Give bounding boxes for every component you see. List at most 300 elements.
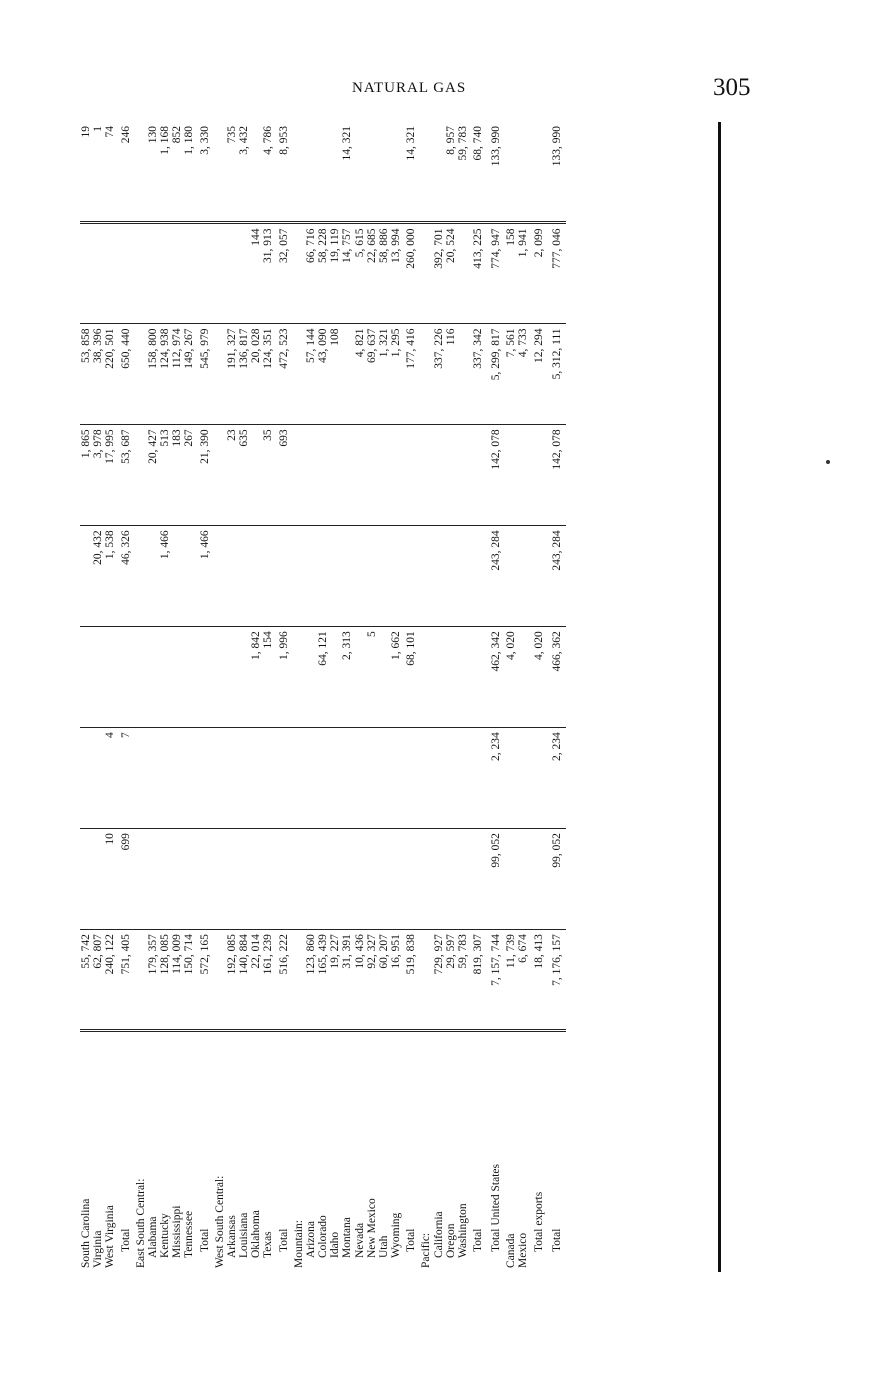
cell-value <box>262 829 274 930</box>
cell-value <box>354 425 366 526</box>
cell-value <box>329 728 341 829</box>
cell-value <box>469 425 487 526</box>
cell-value: 19, 227 <box>329 930 341 1031</box>
cell-value <box>390 829 402 930</box>
cell-value <box>80 728 92 829</box>
cell-value <box>433 829 445 930</box>
cell-value: 572, 165 <box>196 930 214 1031</box>
cell-value <box>214 627 226 728</box>
total-row <box>530 122 548 1272</box>
cell-value: 337, 226 <box>433 324 445 425</box>
cell-value <box>390 122 402 223</box>
cell-value <box>80 526 92 627</box>
cell-value <box>250 728 262 829</box>
table-row <box>80 122 92 1272</box>
cell-value: 55, 742 <box>80 930 92 1031</box>
row-label: New Mexico <box>365 1198 378 1258</box>
cell-value: 819, 307 <box>469 930 487 1031</box>
cell-value <box>378 829 390 930</box>
row-label: Colorado <box>317 1215 330 1258</box>
cell-value: 5, 299, 817 <box>487 324 505 425</box>
table-row <box>420 122 432 1272</box>
cell-value <box>445 829 457 930</box>
cell-value: 10, 436 <box>354 930 366 1031</box>
cell-value <box>80 627 92 728</box>
cell-value <box>341 425 353 526</box>
cell-value <box>135 425 147 526</box>
cell-value <box>305 728 317 829</box>
cell-value: 66, 716 <box>305 223 317 324</box>
cell-value: 18, 413 <box>530 930 548 1031</box>
cell-value <box>445 425 457 526</box>
row-label: Wyoming <box>390 1212 403 1258</box>
cell-value: 133, 990 <box>487 122 505 223</box>
cell-value: 392, 701 <box>433 223 445 324</box>
table-row <box>104 122 116 1272</box>
row-label: Arizona <box>304 1220 317 1258</box>
cell-value: 59, 783 <box>457 930 469 1031</box>
cell-value: 8, 957 <box>445 122 457 223</box>
cell-value <box>402 728 420 829</box>
cell-value <box>147 728 159 829</box>
cell-value <box>147 526 159 627</box>
cell-value: 149, 267 <box>183 324 195 425</box>
cell-value: 1, 865 <box>80 425 92 526</box>
row-label: Mountain: <box>292 1220 305 1268</box>
table-row <box>183 122 195 1272</box>
cell-value <box>420 122 432 223</box>
table-row <box>262 122 274 1272</box>
cell-value <box>226 223 238 324</box>
cell-value: 2, 099 <box>530 223 548 324</box>
cell-value <box>505 728 517 829</box>
cell-value <box>275 728 293 829</box>
table-row <box>366 122 378 1272</box>
cell-value <box>275 526 293 627</box>
cell-value: 1, 538 <box>104 526 116 627</box>
cell-value <box>183 526 195 627</box>
cell-value: 191, 327 <box>226 324 238 425</box>
cell-value <box>293 728 305 829</box>
cell-value <box>378 627 390 728</box>
cell-value: 246 <box>117 122 135 223</box>
cell-value <box>341 829 353 930</box>
cell-value: 53, 858 <box>80 324 92 425</box>
table-row <box>92 122 104 1272</box>
cell-value: 7, 176, 157 <box>548 930 566 1031</box>
cell-value <box>214 223 226 324</box>
cell-value <box>226 627 238 728</box>
cell-value: 58, 886 <box>378 223 390 324</box>
cell-value: 337, 342 <box>469 324 487 425</box>
cell-value <box>390 728 402 829</box>
row-label: Texas <box>262 1231 275 1258</box>
table-row <box>305 122 317 1272</box>
cell-value: 92, 327 <box>366 930 378 1031</box>
cell-value <box>420 526 432 627</box>
cell-value: 108 <box>329 324 341 425</box>
cell-value: 57, 144 <box>305 324 317 425</box>
cell-value <box>183 728 195 829</box>
running-head-title: NATURAL GAS <box>352 80 467 96</box>
cell-value: 1, 662 <box>390 627 402 728</box>
cell-value: 1, 321 <box>378 324 390 425</box>
cell-value: 22, 685 <box>366 223 378 324</box>
cell-value <box>341 728 353 829</box>
row-label: Total <box>405 1228 418 1252</box>
table-row <box>354 122 366 1272</box>
cell-value: 114, 009 <box>171 930 183 1031</box>
cell-value <box>80 829 92 930</box>
cell-value: 472, 523 <box>275 324 293 425</box>
cell-value <box>171 223 183 324</box>
cell-value: 11, 739 <box>505 930 517 1031</box>
cell-value <box>238 728 250 829</box>
cell-value <box>457 627 469 728</box>
cell-value: 19 <box>80 122 92 223</box>
row-label: Washington <box>457 1203 470 1258</box>
cell-value: 19, 119 <box>329 223 341 324</box>
cell-value: 260, 000 <box>402 223 420 324</box>
cell-value <box>329 122 341 223</box>
cell-value <box>226 728 238 829</box>
cell-value <box>517 526 529 627</box>
cell-value <box>317 829 329 930</box>
cell-value: 16, 951 <box>390 930 402 1031</box>
cell-value <box>354 728 366 829</box>
cell-value: 243, 284 <box>487 526 505 627</box>
cell-value: 7 <box>117 728 135 829</box>
cell-value <box>329 526 341 627</box>
table-row <box>317 122 329 1272</box>
cell-value <box>293 930 305 1031</box>
cell-value <box>517 627 529 728</box>
cell-value <box>262 728 274 829</box>
cell-value <box>433 526 445 627</box>
row-label: Arkansas <box>225 1215 238 1258</box>
cell-value <box>402 425 420 526</box>
cell-value <box>366 425 378 526</box>
row-label: Oklahoma <box>250 1210 263 1258</box>
row-label: Virginia <box>92 1230 105 1268</box>
cell-value: 161, 239 <box>262 930 274 1031</box>
cell-value <box>238 627 250 728</box>
cell-value: 650, 440 <box>117 324 135 425</box>
cell-value <box>433 122 445 223</box>
cell-value <box>305 829 317 930</box>
table-row <box>226 122 238 1272</box>
cell-value <box>530 526 548 627</box>
cell-value <box>250 829 262 930</box>
cell-value: 13, 994 <box>390 223 402 324</box>
cell-value: 267 <box>183 425 195 526</box>
cell-value: 123, 860 <box>305 930 317 1031</box>
cell-value: 144 <box>250 223 262 324</box>
cell-value: 14, 757 <box>341 223 353 324</box>
cell-value: 7, 561 <box>505 324 517 425</box>
cell-value: 5 <box>366 627 378 728</box>
row-label: Louisiana <box>238 1212 251 1258</box>
cell-value: 777, 046 <box>548 223 566 324</box>
cell-value <box>135 223 147 324</box>
cell-value <box>226 829 238 930</box>
total-row <box>402 122 420 1272</box>
cell-value <box>293 627 305 728</box>
total-row <box>196 122 214 1272</box>
table-row <box>250 122 262 1272</box>
cell-value <box>135 829 147 930</box>
cell-value: 1, 941 <box>517 223 529 324</box>
row-label: Total United States <box>490 1164 503 1252</box>
cell-value <box>378 728 390 829</box>
row-label: Nevada <box>353 1222 366 1258</box>
cell-value <box>135 627 147 728</box>
table-row <box>238 122 250 1272</box>
cell-value <box>505 425 517 526</box>
cell-value <box>159 728 171 829</box>
cell-value <box>420 627 432 728</box>
cell-value: 5, 615 <box>354 223 366 324</box>
cell-value: 2, 234 <box>487 728 505 829</box>
table-row <box>433 122 445 1272</box>
cell-value: 58, 228 <box>317 223 329 324</box>
cell-value <box>517 425 529 526</box>
cell-value: 516, 222 <box>275 930 293 1031</box>
cell-value <box>171 728 183 829</box>
cell-value <box>104 223 116 324</box>
cell-value <box>147 829 159 930</box>
cell-value: 116 <box>445 324 457 425</box>
cell-value: 17, 995 <box>104 425 116 526</box>
cell-value <box>135 324 147 425</box>
table-row <box>378 122 390 1272</box>
row-label: South Carolina <box>80 1198 92 1268</box>
cell-value: 7, 157, 744 <box>487 930 505 1031</box>
table-row <box>457 122 469 1272</box>
row-label: Kentucky <box>159 1213 172 1258</box>
rotated-table-frame <box>80 122 720 1272</box>
row-label: Total <box>472 1228 485 1252</box>
cell-value <box>250 122 262 223</box>
cell-value: 545, 979 <box>196 324 214 425</box>
cell-value: 158, 800 <box>147 324 159 425</box>
cell-value: 751, 405 <box>117 930 135 1031</box>
cell-value: 133, 990 <box>548 122 566 223</box>
cell-value: 243, 284 <box>548 526 566 627</box>
cell-value: 1, 168 <box>159 122 171 223</box>
cell-value <box>469 728 487 829</box>
cell-value <box>420 425 432 526</box>
row-label: California <box>432 1211 445 1258</box>
cell-value <box>214 425 226 526</box>
cell-value <box>378 526 390 627</box>
cell-value: 8, 953 <box>275 122 293 223</box>
cell-value: 29, 597 <box>445 930 457 1031</box>
cell-value <box>457 324 469 425</box>
cell-value <box>341 526 353 627</box>
cell-value: 69, 637 <box>366 324 378 425</box>
cell-value <box>159 223 171 324</box>
cell-value <box>171 627 183 728</box>
cell-value <box>117 223 135 324</box>
row-label: Montana <box>341 1217 354 1258</box>
cell-value: 413, 225 <box>469 223 487 324</box>
row-label: Oregon <box>444 1223 457 1258</box>
cell-value: 10 <box>104 829 116 930</box>
cell-value <box>92 223 104 324</box>
cell-value: 20, 432 <box>92 526 104 627</box>
row-label: Mexico <box>517 1232 530 1268</box>
row-label: East South Central: <box>134 1178 147 1268</box>
cell-value: 1 <box>92 122 104 223</box>
cell-value <box>171 526 183 627</box>
cell-value: 1, 180 <box>183 122 195 223</box>
cell-value: 136, 817 <box>238 324 250 425</box>
cell-value <box>238 829 250 930</box>
row-label: Total <box>550 1228 563 1252</box>
row-label: Mississippi <box>171 1205 184 1258</box>
table-row <box>341 122 353 1272</box>
row-label: Total <box>277 1228 290 1252</box>
cell-value: 21, 390 <box>196 425 214 526</box>
cell-value: 22, 014 <box>250 930 262 1031</box>
cell-value: 699 <box>117 829 135 930</box>
cell-value: 774, 947 <box>487 223 505 324</box>
cell-value: 3, 432 <box>238 122 250 223</box>
cell-value <box>135 526 147 627</box>
cell-value: 14, 321 <box>341 122 353 223</box>
cell-value <box>293 829 305 930</box>
cell-value: 693 <box>275 425 293 526</box>
cell-value <box>390 425 402 526</box>
cell-value <box>305 122 317 223</box>
cell-value: 154 <box>262 627 274 728</box>
cell-value <box>366 526 378 627</box>
cell-value <box>275 829 293 930</box>
cell-value <box>305 526 317 627</box>
cell-value: 60, 207 <box>378 930 390 1031</box>
total-row <box>117 122 135 1272</box>
cell-value <box>445 728 457 829</box>
cell-value: 20, 524 <box>445 223 457 324</box>
table-row <box>445 122 457 1272</box>
cell-value: 62, 807 <box>92 930 104 1031</box>
cell-value <box>420 324 432 425</box>
cell-value <box>226 526 238 627</box>
cell-value <box>214 324 226 425</box>
cell-value: 729, 927 <box>433 930 445 1031</box>
cell-value <box>250 526 262 627</box>
cell-value <box>329 627 341 728</box>
cell-value: 99, 052 <box>487 829 505 930</box>
cell-value <box>457 829 469 930</box>
table-row <box>159 122 171 1272</box>
cell-value <box>317 425 329 526</box>
cell-value: 1, 466 <box>196 526 214 627</box>
cell-value: 2, 234 <box>548 728 566 829</box>
cell-value: 466, 362 <box>548 627 566 728</box>
table-bottom-rule <box>718 122 721 1272</box>
cell-value: 177, 416 <box>402 324 420 425</box>
cell-value: 99, 052 <box>548 829 566 930</box>
cell-value <box>420 829 432 930</box>
cell-value <box>214 930 226 1031</box>
cell-value <box>135 122 147 223</box>
cell-value <box>457 425 469 526</box>
cell-value <box>317 526 329 627</box>
cell-value <box>196 627 214 728</box>
cell-value: 179, 357 <box>147 930 159 1031</box>
cell-value <box>354 627 366 728</box>
cell-value: 183 <box>171 425 183 526</box>
cell-value <box>147 627 159 728</box>
cell-value <box>196 728 214 829</box>
cell-value <box>530 829 548 930</box>
cell-value <box>293 122 305 223</box>
cell-value <box>517 122 529 223</box>
cell-value <box>354 122 366 223</box>
cell-value <box>530 728 548 829</box>
cell-value: 513 <box>159 425 171 526</box>
total-row <box>275 122 293 1272</box>
cell-value: 635 <box>238 425 250 526</box>
cell-value: 14, 321 <box>402 122 420 223</box>
cell-value <box>80 223 92 324</box>
natural-gas-table <box>80 122 566 1272</box>
cell-value <box>378 122 390 223</box>
cell-value: 31, 391 <box>341 930 353 1031</box>
cell-value: 68, 740 <box>469 122 487 223</box>
row-label: Utah <box>378 1235 391 1258</box>
row-label: Canada <box>505 1233 518 1268</box>
cell-value <box>457 526 469 627</box>
cell-value <box>517 728 529 829</box>
cell-value <box>469 627 487 728</box>
cell-value: 140, 884 <box>238 930 250 1031</box>
cell-value: 240, 122 <box>104 930 116 1031</box>
row-label: West Virginia <box>104 1205 117 1268</box>
cell-value <box>378 425 390 526</box>
row-label: Idaho <box>329 1231 342 1258</box>
cell-value <box>505 829 517 930</box>
cell-value: 4 <box>104 728 116 829</box>
cell-value: 20, 427 <box>147 425 159 526</box>
cell-value: 35 <box>262 425 274 526</box>
cell-value <box>92 829 104 930</box>
cell-value <box>341 324 353 425</box>
cell-value: 3, 330 <box>196 122 214 223</box>
cell-value <box>505 122 517 223</box>
cell-value: 165, 439 <box>317 930 329 1031</box>
cell-value <box>420 930 432 1031</box>
cell-value: 112, 974 <box>171 324 183 425</box>
table-row <box>390 122 402 1272</box>
cell-value <box>402 829 420 930</box>
page-number: 305 <box>713 74 751 101</box>
table-row <box>214 122 226 1272</box>
cell-value <box>317 728 329 829</box>
row-label: Total <box>119 1228 132 1252</box>
total-row <box>469 122 487 1272</box>
table-row <box>293 122 305 1272</box>
cell-value: 220, 501 <box>104 324 116 425</box>
cell-value <box>183 627 195 728</box>
cell-value <box>214 829 226 930</box>
cell-value <box>445 627 457 728</box>
cell-value <box>171 829 183 930</box>
cell-value: 32, 057 <box>275 223 293 324</box>
cell-value: 1, 842 <box>250 627 262 728</box>
